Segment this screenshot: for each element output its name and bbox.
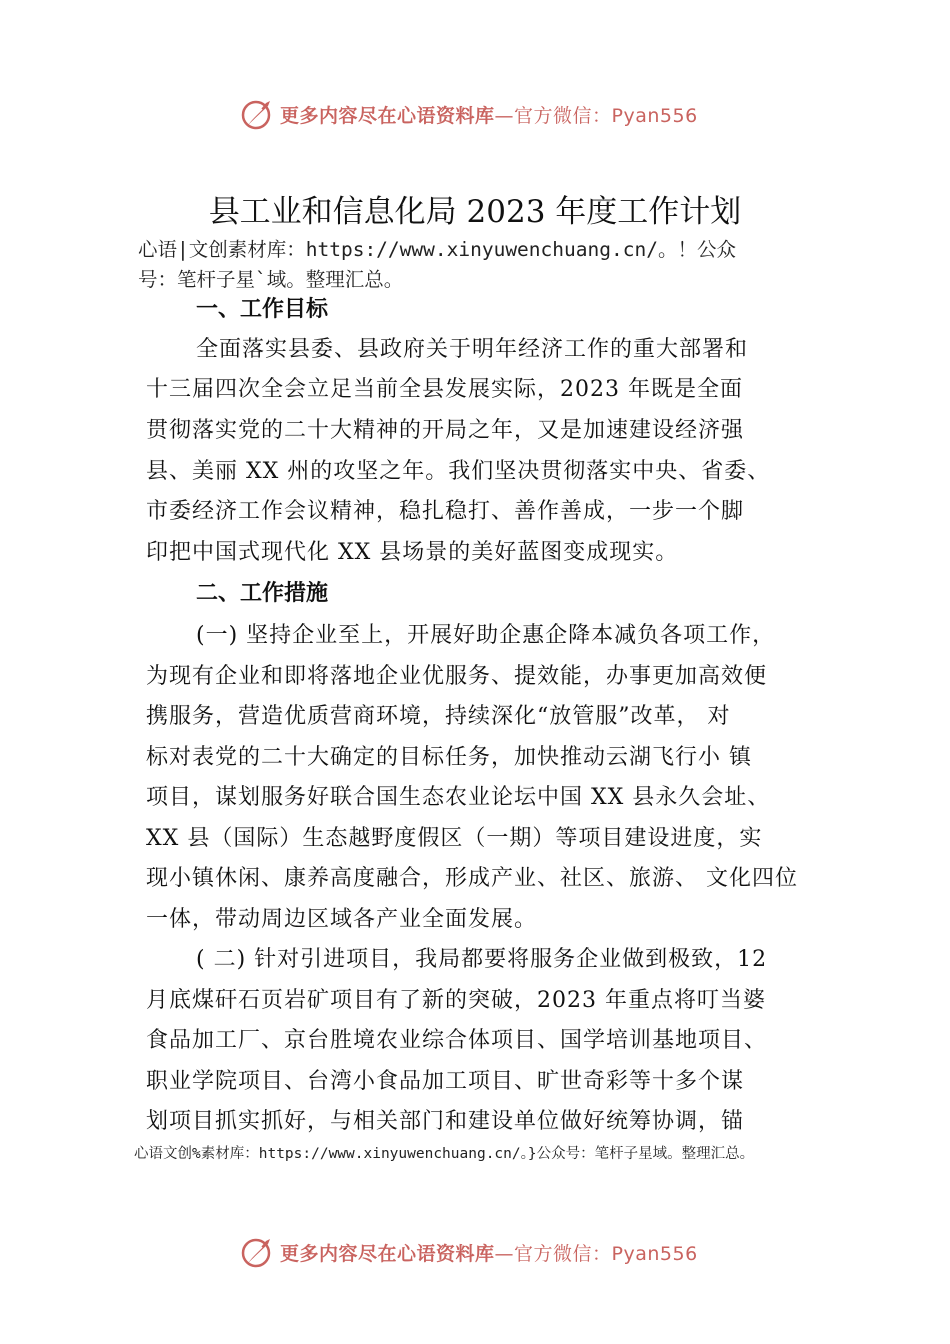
body-line: 标对表党的二十大确定的目标任务，加快推动云湖飞行小 镇 [146, 745, 752, 770]
top-banner [240, 96, 740, 132]
feather-logo-icon [240, 1235, 274, 1269]
body-line: 现小镇休闲、康养高度融合，形成产业、社区、旅游、 文化四位 [146, 866, 798, 891]
body-line: 食品加工厂、京台胜境农业综合体项目、国学培训基地项目、 [146, 1028, 768, 1053]
source-line-2: 号：笔杆子星`域。整理汇总。 [138, 268, 404, 291]
banner-text [280, 101, 698, 128]
feather-logo-icon [240, 97, 274, 131]
banner-highlight: 更多内容尽在心语资料库 [280, 1242, 495, 1265]
body-line: 市委经济工作会议精神，稳扎稳打、善作善成，一步一个脚 [146, 499, 745, 524]
section-heading-goal: 一、工作目标 [196, 297, 329, 322]
body-line: 为现有企业和即将落地企业优服务、提效能，办事更加高效便 [146, 664, 768, 689]
body-line: (一) 坚持企业至上，开展好助企惠企降本减负各项工作， [196, 623, 776, 648]
body-line: 项目，谋划服务好联合国生态农业论坛中国 XX 县永久会址、 [146, 785, 771, 810]
body-line: 印把中国式现代化 XX 县场景的美好蓝图变成现实。 [146, 540, 679, 565]
body-line: XX 县（国际）生态越野度假区（一期）等项目建设进度，实 [146, 826, 763, 851]
banner-wechat: —官方微信：Pyan556 [494, 104, 698, 127]
body-line: 月底煤矸石页岩矿项目有了新的突破，2023 年重点将叮当婆 [146, 988, 766, 1013]
body-line: 携服务，营造优质营商环境，持续深化“放管服”改革， 对 [146, 704, 731, 729]
body-line: 职业学院项目、台湾小食品加工项目、旷世奇彩等十多个谋 [146, 1069, 745, 1094]
body-line: 十三届四次全会立足当前全县发展实际，2023 年既是全面 [146, 377, 743, 402]
body-line: 划项目抓实抓好，与相关部门和建设单位做好统筹协调，锚 [146, 1109, 745, 1134]
bottom-banner [240, 1234, 740, 1270]
banner-text [280, 1239, 698, 1266]
body-line: 全面落实县委、县政府关于明年经济工作的重大部署和 [196, 337, 749, 362]
document-title: 县工业和信息化局 2023 年度工作计划 [208, 194, 742, 230]
banner-wechat: —官方微信：Pyan556 [494, 1242, 698, 1265]
footer-source-line: 心语文创%素材库：https://www.xinyuwenchuang.cn/。}公众号：笔杆子星域。整理汇总。 [134, 1146, 755, 1162]
source-line-1: 心语|文创素材库：https://www.xinyuwenchuang.cn/。！公众 [138, 238, 736, 261]
section-heading-measures: 二、工作措施 [196, 581, 329, 606]
banner-highlight: 更多内容尽在心语资料库 [280, 104, 495, 127]
body-line: ( 二) 针对引进项目，我局都要将服务企业做到极致，12 [196, 947, 768, 972]
body-line: 一体，带动周边区域各产业全面发展。 [146, 907, 538, 932]
body-line: 县、美丽 XX 州的攻坚之年。我们坚决贯彻落实中央、省委、 [146, 459, 771, 484]
body-line: 贯彻落实党的二十大精神的开局之年，又是加速建设经济强 [146, 418, 745, 443]
